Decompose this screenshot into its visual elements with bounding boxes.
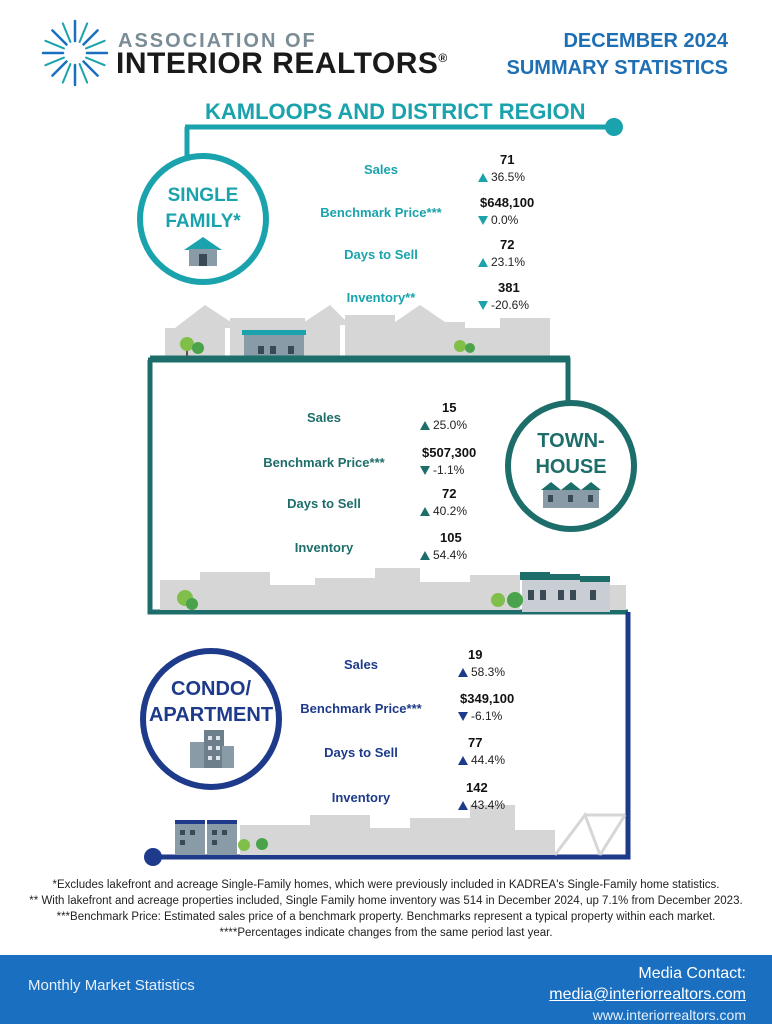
stat-value-days-to-sell: 72	[442, 486, 457, 501]
stat-label-days-to-sell: Days to Sell	[324, 745, 398, 760]
condo-bridge	[555, 815, 625, 855]
stat-label-inventory: Inventory	[294, 540, 354, 555]
townhouse-icon	[539, 480, 603, 508]
brand-name: INTERIOR REALTORS®	[116, 47, 448, 80]
stat-label-benchmark-price: Benchmark Price***	[300, 701, 422, 716]
stat-value-inventory: 105	[440, 530, 462, 545]
stat-value-sales: 71	[500, 152, 515, 167]
stat-value-benchmark-price: $349,100	[460, 691, 515, 706]
stat-label-inventory: Inventory**	[346, 290, 416, 305]
stat-value-days-to-sell: 72	[500, 237, 515, 252]
stat-value-inventory: 142	[466, 780, 488, 795]
house-icon	[178, 235, 228, 267]
stat-value-inventory: 381	[498, 280, 520, 295]
stat-change-benchmark-price: -1.1%	[420, 463, 464, 477]
condo-featured-towers	[175, 820, 237, 855]
stat-change-days-to-sell: 23.1%	[478, 255, 525, 269]
arrow-down-icon	[478, 301, 488, 310]
footnote: ** With lakefront and acreage properties included, Single Family home inventory was 514 in December 2024, up 7.1% from December 2023.	[29, 895, 743, 907]
single-family-featured-house	[242, 330, 306, 358]
stat-label-sales: Sales	[307, 410, 341, 425]
association-logo-icon	[40, 18, 110, 88]
stat-value-benchmark-price: $648,100	[480, 195, 535, 210]
footnotes	[20, 877, 752, 941]
stat-value-sales: 19	[468, 647, 483, 662]
arrow-up-icon	[478, 173, 488, 182]
stat-value-days-to-sell: 77	[468, 735, 483, 750]
arrow-up-icon	[458, 756, 468, 765]
media-email-link[interactable]: media@interiorrealtors.com	[549, 986, 746, 1003]
stat-change-inventory: 43.4%	[458, 798, 505, 812]
brand-small-text: ASSOCIATION OF	[118, 30, 317, 52]
section-badge-townhouse: TOWN- HOUSE	[505, 400, 637, 532]
arrow-down-icon	[458, 712, 468, 721]
stat-label-days-to-sell: Days to Sell	[287, 496, 361, 511]
stat-change-inventory: -20.6%	[478, 298, 529, 312]
stat-change-inventory: 54.4%	[420, 548, 467, 562]
stat-label-benchmark-price: Benchmark Price***	[320, 205, 442, 220]
arrow-up-icon	[458, 668, 468, 677]
arrow-up-icon	[420, 507, 430, 516]
section-badge-condo: CONDO/ APARTMENT	[140, 648, 282, 790]
stat-change-sales: 58.3%	[458, 665, 505, 679]
footnote: ****Percentages indicate changes from the same period last year.	[219, 927, 553, 939]
stat-label-sales: Sales	[364, 162, 398, 177]
stat-change-benchmark-price: 0.0%	[478, 213, 518, 227]
arrow-down-icon	[478, 216, 488, 225]
stat-value-sales: 15	[442, 400, 457, 415]
stat-value-benchmark-price: $507,300	[422, 445, 477, 460]
footer-tagline: Monthly Market Statistics	[28, 977, 195, 994]
footer-bar	[0, 955, 772, 1024]
stat-change-sales: 25.0%	[420, 418, 467, 432]
skyline-condo	[240, 805, 555, 855]
townhouse-featured-row	[520, 572, 610, 612]
arrow-up-icon	[458, 801, 468, 810]
stat-label-benchmark-price: Benchmark Price***	[263, 455, 385, 470]
stat-label-sales: Sales	[344, 657, 378, 672]
media-contact-label: Media Contact:	[638, 965, 746, 982]
arrow-up-icon	[420, 551, 430, 560]
region-connector-dot	[605, 118, 623, 136]
website-link[interactable]: www.interiorrealtors.com	[592, 1007, 746, 1023]
condo-connector-dot	[144, 848, 162, 866]
report-title: DECEMBER 2024 SUMMARY STATISTICS	[506, 30, 728, 79]
section-badge-single-family: SINGLE FAMILY*	[137, 153, 269, 285]
footnote: *Excludes lakefront and acreage Single-Family homes, which were previously included in KADREA's Single-Family home statistics.	[52, 879, 720, 891]
stat-change-benchmark-price: -6.1%	[458, 709, 502, 723]
stat-change-sales: 36.5%	[478, 170, 525, 184]
media-contact	[549, 963, 746, 1026]
arrow-down-icon	[420, 466, 430, 475]
stat-change-days-to-sell: 44.4%	[458, 753, 505, 767]
arrow-up-icon	[478, 258, 488, 267]
region-title: KAMLOOPS AND DISTRICT REGION	[205, 99, 586, 124]
stat-label-days-to-sell: Days to Sell	[344, 247, 418, 262]
stat-change-days-to-sell: 40.2%	[420, 504, 467, 518]
stat-label-inventory: Inventory	[331, 790, 391, 805]
arrow-up-icon	[420, 421, 430, 430]
footnote: ***Benchmark Price: Estimated sales price of a benchmark property. Benchmarks represent a typical property within each market.	[56, 911, 716, 923]
apartment-building-icon	[186, 728, 236, 768]
skyline-single-family	[165, 305, 550, 358]
